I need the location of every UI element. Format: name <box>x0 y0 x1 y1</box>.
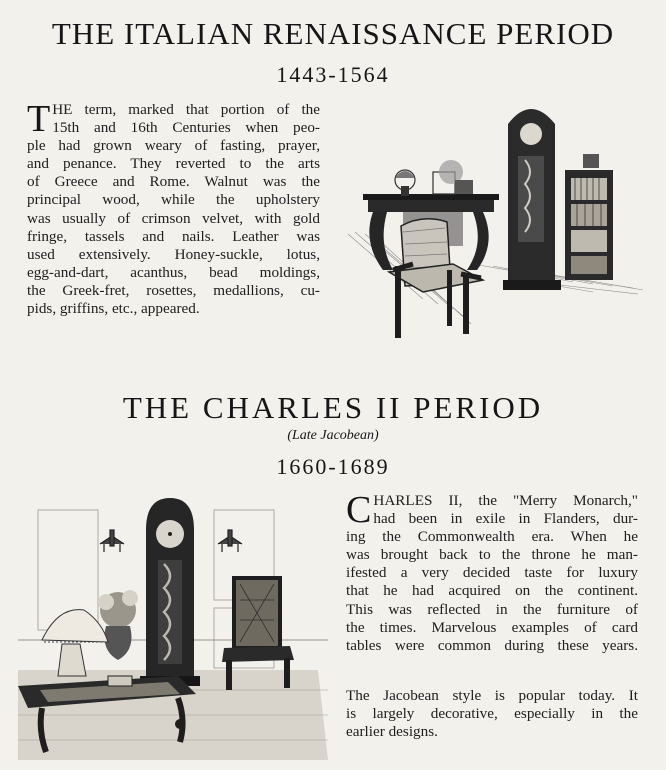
text-line: the times. Marvelous examples of card <box>346 618 638 636</box>
text-line: tables were common during these years. <box>346 636 638 654</box>
vases-icon <box>395 160 473 196</box>
italian-renaissance-furniture-illustration <box>343 94 648 356</box>
jacobean-style-paragraph <box>346 687 638 741</box>
text-line: ifested a very decided taste for luxury <box>346 564 638 582</box>
text-line: that he had acquired on the continent. <box>346 582 638 600</box>
text-line: HARLES II, the "Merry Monarch," <box>373 492 638 509</box>
bookcase-icon <box>565 154 613 280</box>
text-line: This was reflected in the furniture of <box>346 600 638 618</box>
charles-ii-furniture-illustration <box>18 490 328 760</box>
text-line: the Greek-fret, rosettes, medallions, cu- <box>27 281 320 299</box>
text-line: is largely decorative, especially in the <box>346 705 638 723</box>
text-line: was brought back to the throne he man- <box>346 546 638 564</box>
drop-cap: T <box>27 98 51 140</box>
text-line: pids, griffins, etc., appeared. <box>27 300 200 318</box>
chair-icon <box>389 219 483 338</box>
text-line: of Greece and Rome. Walnut was the <box>27 173 320 191</box>
grandfather-clock-icon <box>503 109 561 290</box>
text-line: principal wood, while the upholstery <box>27 191 320 209</box>
charles-ii-paragraph <box>346 489 638 655</box>
section-title-charles-ii: THE CHARLES II PERIOD <box>122 390 544 425</box>
section-subtitle: (Late Jacobean) <box>287 428 379 443</box>
text-line: HE term, marked that portion of the <box>52 101 320 118</box>
flower-vase-icon <box>98 590 138 660</box>
period-dates: 1443-1564 <box>276 62 390 87</box>
section-title-italian-renaissance: THE ITALIAN RENAISSANCE PERIOD <box>51 16 615 51</box>
drop-cap: C <box>346 489 372 531</box>
text-line: ing the Commonwealth era. When he <box>346 528 638 546</box>
period-dates: 1660-1689 <box>276 454 390 479</box>
text-line: was usually of crimson velvet, with gold <box>27 209 320 227</box>
text-line: The Jacobean style is popular today. It <box>346 687 638 704</box>
grandfather-clock-icon <box>140 498 200 686</box>
text-line: had been in exile in Flanders, dur- <box>373 510 638 528</box>
text-line: and penance. They reverted to the arts <box>27 155 320 173</box>
italian-renaissance-paragraph <box>27 98 320 318</box>
text-line: 15th and 16th Centuries when peo- <box>52 119 320 137</box>
text-line: ple had grown weary of fasting, prayer, <box>27 137 320 155</box>
text-line: egg-and-dart, acanthus, bead moldings, <box>27 263 320 281</box>
text-line: fringe, tassels and nails. Leather was <box>27 227 320 245</box>
text-line: used extensively. Honey-suckle, lotus, <box>27 245 320 263</box>
text-line: earlier designs. <box>346 723 438 741</box>
